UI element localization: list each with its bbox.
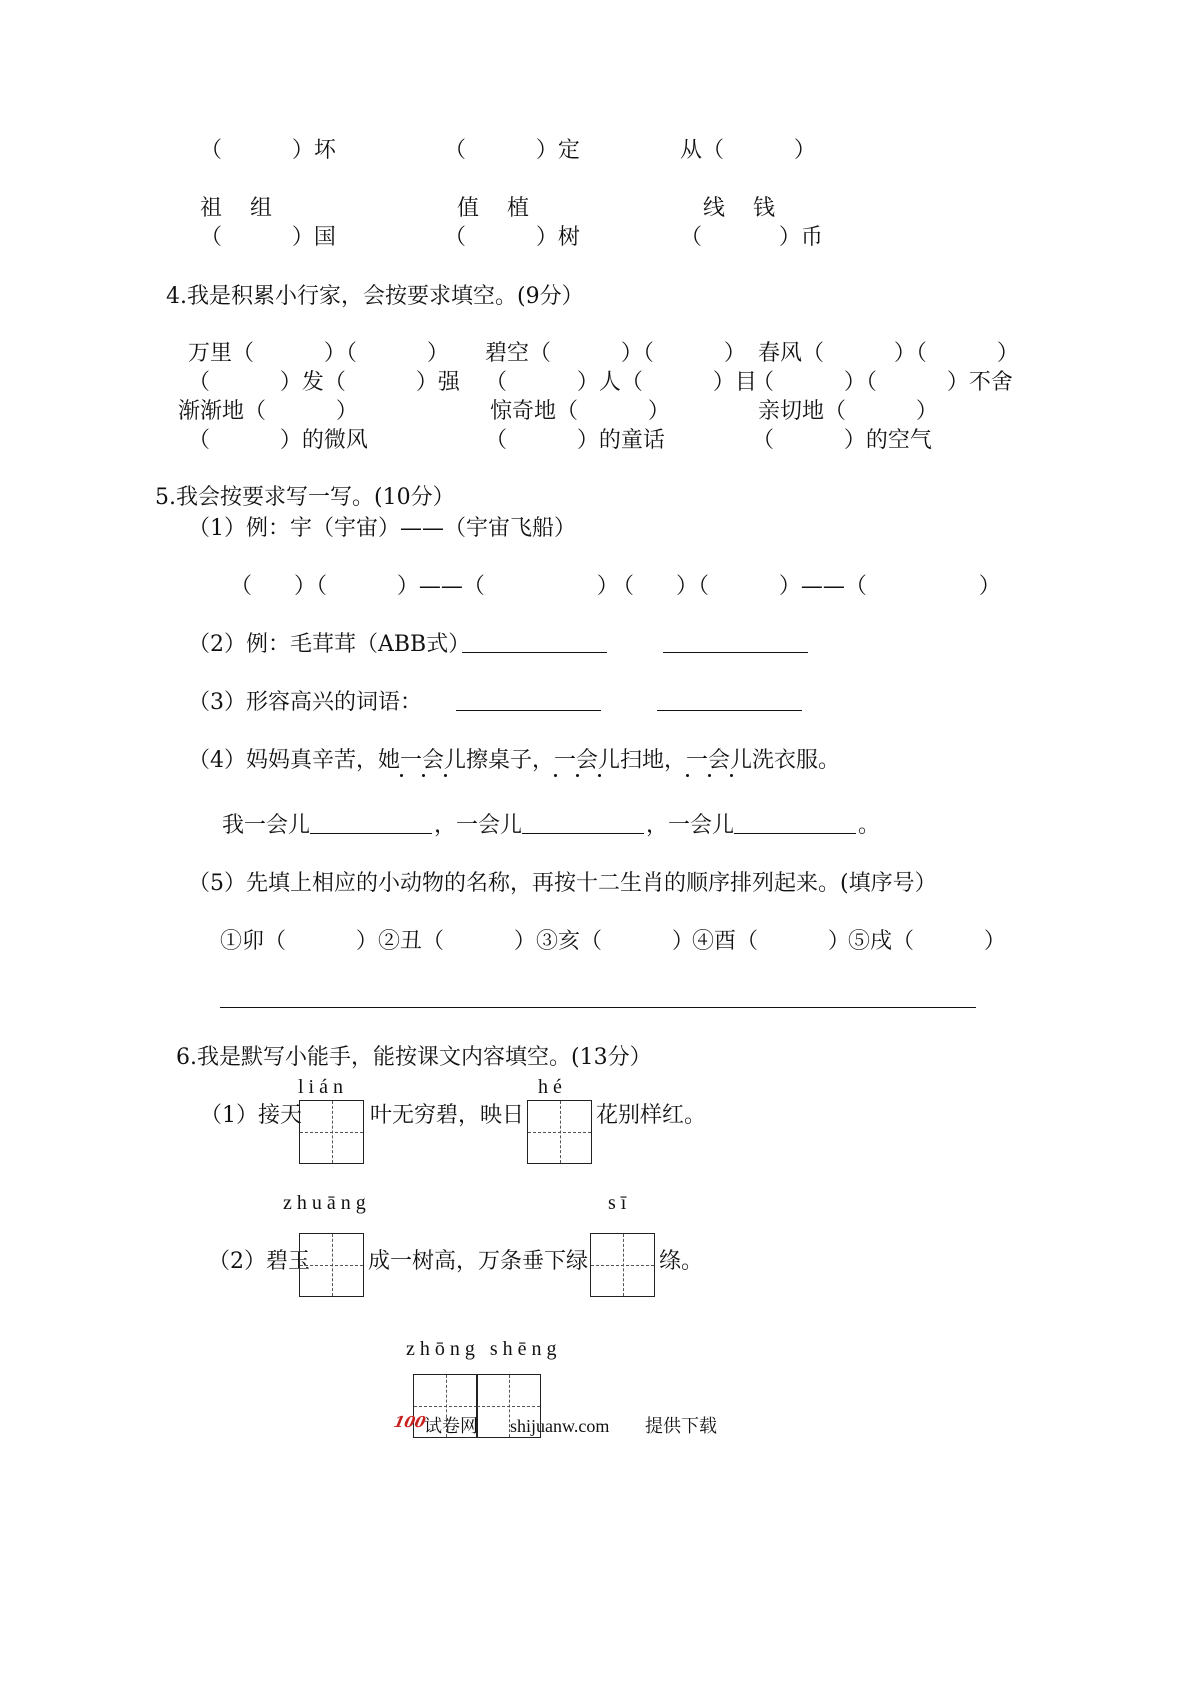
q5-sub-1-blank: （ ）（ ）——（ ） [230, 574, 619, 599]
answer-line[interactable] [462, 652, 607, 653]
footer-tagline: 提供下载 [645, 1416, 717, 1436]
q3-blank-5: （ ）树 [444, 225, 580, 250]
q5-sub-5: （5）先填上相应的小动物的名称，再按十二生肖的顺序排列起来。(填序号） [188, 871, 937, 896]
answer-line-long[interactable] [220, 1007, 976, 1008]
q5-zodiac-item: ②丑（ ） [378, 929, 536, 954]
q3-blank-6: （ ）币 [680, 225, 823, 250]
pinyin: sī [608, 1192, 632, 1214]
q5-zodiac-item: ③亥（ ） [536, 929, 694, 954]
tianzige-box[interactable] [299, 1100, 364, 1164]
answer-line[interactable] [456, 710, 601, 711]
tianzige-box[interactable] [590, 1233, 655, 1297]
q6-line-2-mid: 成一树高，万条垂下绿 [368, 1249, 589, 1274]
q3-blank-3: 从（ ） [680, 138, 816, 163]
q5-zodiac-item: ④酉（ ） [692, 929, 850, 954]
emphasis-dot [598, 774, 601, 777]
q4-title: 4.我是积累小行家，会按要求填空。(9分） [166, 284, 584, 309]
q5-sub-4-part: ，一会儿 [434, 813, 523, 838]
q3-blank-2: （ ）定 [444, 138, 580, 163]
q5-sub-2: （2）例：毛茸茸（ABB式） [188, 632, 471, 657]
q5-sub-4-part: 我一会儿 [222, 813, 311, 838]
pinyin: zhuāng [283, 1192, 371, 1214]
q5-sub-3: （3）形容高兴的词语： [188, 690, 422, 715]
footer-site-name: 试卷网 [424, 1416, 478, 1436]
emphasis-dot [400, 774, 403, 777]
q6-line-2-post: 绦。 [659, 1249, 704, 1274]
q4-item: 春风（ ）（ ） [758, 341, 1019, 366]
emphasis-dot [576, 774, 579, 777]
q4-item: 万里（ ）（ ） [188, 341, 449, 366]
q3-pair-2: 值 植 [457, 196, 529, 221]
q4-item: 渐渐地（ ） [178, 399, 358, 424]
q3-blank-1: （ ）坏 [200, 138, 336, 163]
answer-line[interactable] [734, 833, 856, 834]
q3-blank-4: （ ）国 [200, 225, 336, 250]
q6-line-1-pre: （1）接天 [200, 1103, 302, 1128]
q5-sub-4: （4）妈妈真辛苦，她一会儿擦桌子，一会儿扫地，一会儿洗衣服。 [188, 748, 840, 773]
q5-title: 5.我会按要求写一写。(10分） [155, 485, 455, 510]
q6-line-1-mid: 叶无穷碧，映日 [370, 1103, 525, 1128]
q6-line-1-post: 花别样红。 [596, 1103, 707, 1128]
q4-item: （ ）发（ ）强 [188, 370, 460, 395]
q5-sub-4-part: 。 [858, 813, 881, 838]
q3-pair-3: 线 钱 [703, 196, 775, 221]
q6-line-2-pre: （2）碧玉 [208, 1249, 310, 1274]
q4-item: 惊奇地（ ） [490, 399, 670, 424]
emphasis-dot [686, 774, 689, 777]
emphasis-dot [422, 774, 425, 777]
pinyin: hé [538, 1076, 567, 1098]
site-logo: 100 [392, 1413, 428, 1431]
emphasis-dot [708, 774, 711, 777]
pinyin: lián [298, 1076, 348, 1098]
q3-pair-1: 祖 组 [200, 196, 272, 221]
q5-zodiac-item: ①卯（ ） [220, 929, 378, 954]
footer-domain: shijuanw.com [510, 1416, 610, 1436]
answer-line[interactable] [522, 833, 644, 834]
q4-item: 亲切地（ ） [758, 399, 938, 424]
q6-title: 6.我是默写小能手，能按课文内容填空。(13分） [176, 1045, 652, 1070]
q5-sub-1-blank: （ ）（ ）——（ ） [612, 574, 1001, 599]
emphasis-dot [730, 774, 733, 777]
emphasis-dot [554, 774, 557, 777]
emphasis-dot [444, 774, 447, 777]
q5-sub-1: （1）例：宇（宇宙）——（宇宙飞船） [188, 516, 576, 541]
q5-zodiac-item: ⑤戌（ ） [848, 929, 1006, 954]
pinyin: zhōng shēng [406, 1338, 562, 1360]
q4-item: （ ）人（ ）目 [485, 370, 757, 395]
q4-item: （ ）的空气 [752, 428, 932, 453]
answer-line[interactable] [663, 652, 808, 653]
q5-sub-4-part: ，一会儿 [646, 813, 735, 838]
tianzige-box[interactable] [299, 1233, 364, 1297]
q4-item: （ ）的童话 [485, 428, 665, 453]
answer-line[interactable] [310, 833, 432, 834]
q4-item: 碧空（ ）（ ） [485, 341, 746, 366]
q4-item: （ ）的微风 [188, 428, 368, 453]
q4-item: （ ）（ ）不舍 [752, 370, 1013, 395]
answer-line[interactable] [657, 710, 802, 711]
tianzige-box[interactable] [527, 1100, 592, 1164]
